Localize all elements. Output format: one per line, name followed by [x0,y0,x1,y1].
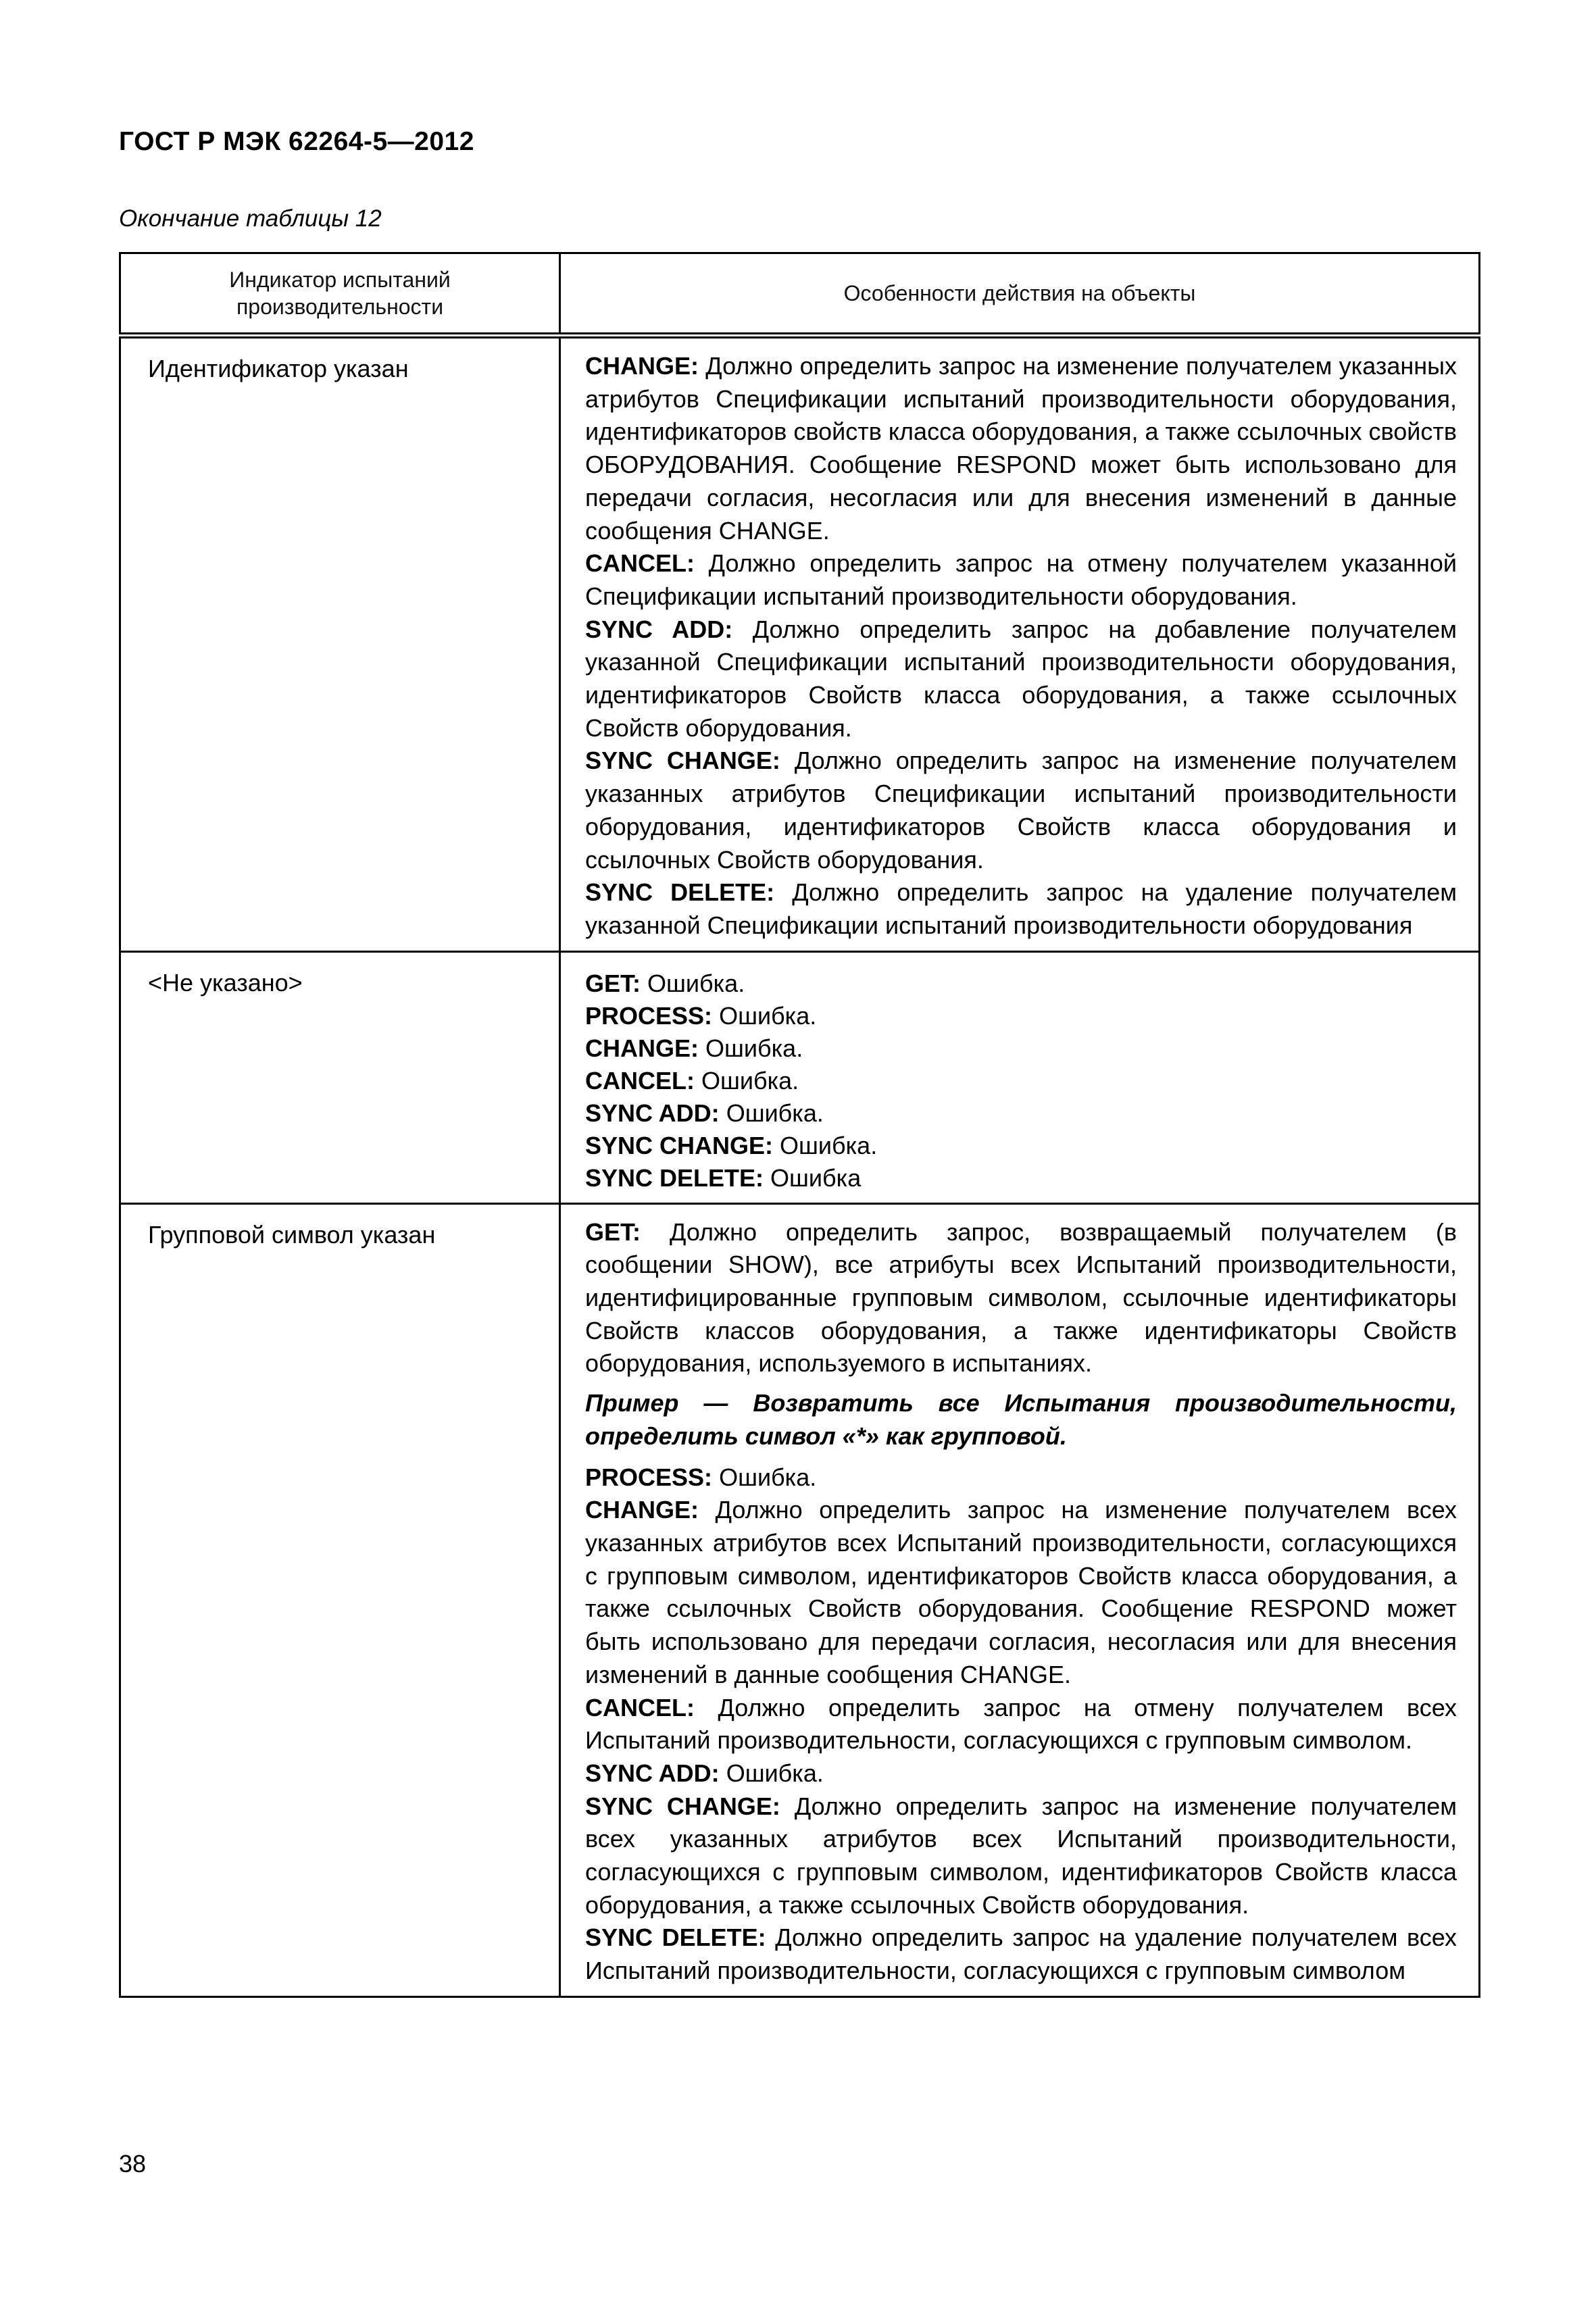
indicator-cell [120,1203,560,1996]
action-description: Должно определить запрос на изменение получателем указанных атрибутов Спецификации испытаний производительности оборудования, идентификаторов свойств класса оборудования, а также ссылочных свойств ОБОРУДОВАНИЯ. Сообщение RESPOND может быть использовано для передачи согласия, несогласия или для внесения изменений в данные сообщения CHANGE. [585,352,1457,545]
actions-cell [560,951,1480,1203]
indicator-label: Групповой символ указан [148,1220,436,1249]
action-keyword: GET: [585,969,641,997]
action-entry [585,1921,1457,1987]
action-keyword: CANCEL: [585,1066,695,1095]
action-keyword: CANCEL: [585,549,695,578]
action-keyword: SYNC DELETE: [585,1923,766,1952]
action-entry [585,745,1457,876]
action-description: Должно определить запрос на изменение получателем указанных атрибутов Спецификации испытаний производительности оборудования, идентификаторов Свойств класса оборудования и ссылочных Свойств оборудования. [585,747,1457,874]
action-keyword: SYNC CHANGE: [585,1792,780,1820]
col-header-actions: Особенности действия на объекты [560,253,1480,336]
action-entry [585,1130,1457,1162]
action-entry [585,1065,1457,1097]
page-number: 38 [119,2150,147,2178]
example-note: Пример — Возвратить все Испытания производительности, определить символ «*» как групповой. [585,1389,1457,1450]
action-keyword: SYNC ADD: [585,615,733,643]
action-description: Ошибка. [705,1034,803,1062]
table-row [120,336,1480,952]
action-keyword: CHANGE: [585,352,699,380]
action-entry [585,350,1457,547]
action-entry [585,1097,1457,1130]
action-description: Ошибка. [726,1099,824,1127]
actions-cell [560,1203,1480,1996]
actions-text [561,338,1478,951]
action-description: Должно определить запрос на изменение получателем всех указанных атрибутов всех Испытаний производительности, согласующихся с групповым символом, идентификаторов Свойств класса оборудования, а также ссылочных Свойств оборудования. [585,1792,1457,1919]
actions-cell [560,336,1480,952]
action-keyword: SYNC CHANGE: [585,1131,774,1159]
action-keyword: PROCESS: [585,1463,713,1491]
action-entry [585,1216,1457,1381]
action-description: Должно определить запрос на изменение получателем всех указанных атрибутов всех Испытаний производительности, согласующихся с групповым символом, идентификаторов Свойств класса оборудования, а также ссылочных Свойств оборудования. Сообщение RESPOND может быть использовано для передачи согласия, несогласия или для внесения изменений в данные сообщения CHANGE. [585,1496,1457,1688]
action-keyword: CANCEL: [585,1693,695,1721]
spec-table [119,252,1480,1998]
action-description: Должно определить запрос на отмену получателем всех Испытаний производительности, согласующихся с групповым символом. [585,1693,1457,1755]
action-description: Должно определить запрос, возвращаемый получателем (в сообщении SHOW), все атрибуты всех Испытаний производительности, идентифицированные групповым символом, ссылочные идентификаторы Свойств классов оборудования, а также идентификаторы Свойств оборудования, используемого в испытаниях. [585,1217,1457,1378]
action-entry [585,1000,1457,1032]
action-keyword: SYNC DELETE: [585,878,775,907]
action-keyword: SYNC ADD: [585,1759,720,1787]
action-description: Ошибка. [719,1001,817,1030]
action-keyword: GET: [585,1217,641,1246]
action-keyword: PROCESS: [585,1001,713,1030]
action-entry [585,1790,1457,1922]
action-description: Должно определить запрос на удаление получателем указанной Спецификации испытаний производительности оборудования [585,878,1457,939]
action-entry [585,1494,1457,1691]
action-description: Должно определить запрос на отмену получателем указанной Спецификации испытаний производительности оборудования. [585,549,1457,610]
action-entry [585,1461,1457,1494]
action-description: Должно определить запрос на удаление получателем всех Испытаний производительности, согласующихся с групповым символом [585,1923,1457,1985]
action-keyword: CHANGE: [585,1496,699,1524]
action-description: Должно определить запрос на добавление получателем указанной Спецификации испытаний производительности оборудования, идентификаторов Свойств класса оборудования, а также ссылочных Свойств оборудования. [585,615,1457,742]
action-keyword: CHANGE: [585,1034,699,1062]
action-entry [585,1162,1457,1194]
indicator-label: <Не указано> [148,968,303,997]
action-description: Ошибка. [719,1463,817,1491]
action-entry [585,1692,1457,1757]
action-entry [585,1032,1457,1065]
col-header-indicator-line1: Индикатор испытаний [229,268,451,292]
action-keyword: SYNC ADD: [585,1099,720,1127]
col-header-indicator-line2: производительности [236,295,444,319]
table-row [120,1203,1480,1996]
action-description: Ошибка. [647,969,745,997]
actions-text [561,1205,1478,1996]
table-row [120,951,1480,1203]
action-entry [585,967,1457,1000]
action-entry [585,876,1457,942]
indicator-cell [120,336,560,952]
document-header: ГОСТ Р МЭК 62264-5—2012 [119,127,474,156]
action-keyword: SYNC CHANGE: [585,747,780,775]
action-description: Ошибка [770,1163,862,1192]
action-description: Ошибка. [726,1759,824,1787]
table-caption: Окончание таблицы 12 [119,205,382,232]
table-header-row [120,253,1480,336]
actions-text [561,953,1478,1203]
col-header-indicator [120,253,560,336]
action-entry [585,613,1457,745]
action-description: Ошибка. [701,1066,799,1095]
indicator-cell [120,951,560,1203]
action-entry [585,547,1457,613]
action-keyword: SYNC DELETE: [585,1163,764,1192]
action-entry [585,1757,1457,1790]
indicator-label: Идентификатор указан [148,355,409,382]
action-description: Ошибка. [780,1131,878,1159]
